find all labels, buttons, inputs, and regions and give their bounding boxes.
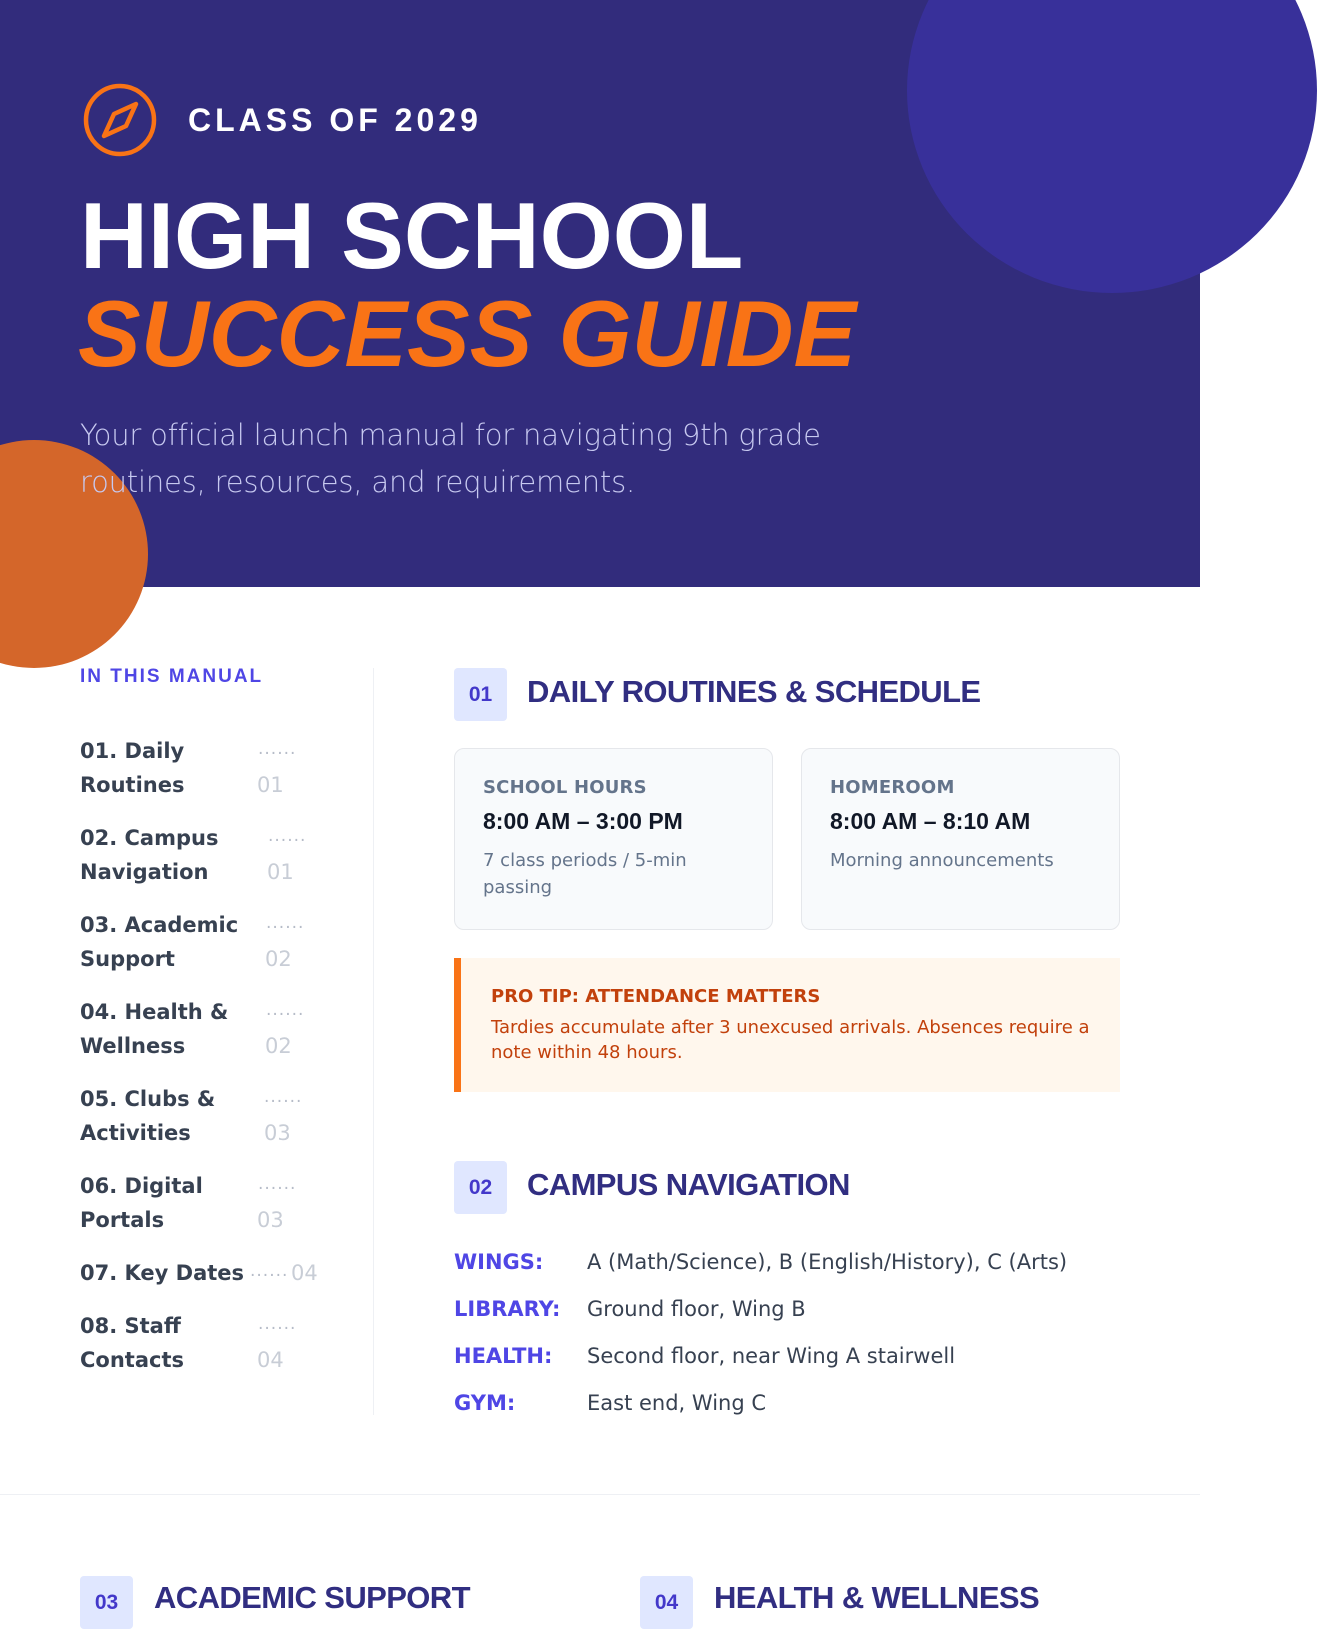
toc-item-page: 03 [257, 1208, 284, 1232]
toc-heading: IN THIS MANUAL [80, 666, 264, 687]
page-title: HIGH SCHOOL [80, 183, 744, 288]
list-item [454, 1332, 1067, 1379]
list-item [454, 1285, 1067, 1332]
toc-item-page: 02 [265, 1034, 292, 1058]
nav-value: Ground floor, Wing B [587, 1296, 806, 1321]
toc-item-label: 07. Key Dates [80, 1261, 245, 1285]
section-number-badge: 02 [454, 1161, 507, 1214]
list-item [454, 1379, 1067, 1426]
toc-item-dots: ...... [258, 1314, 297, 1334]
hero-banner [0, 0, 1200, 587]
toc-item-page: 04 [291, 1261, 318, 1285]
section-title-daily-routines: DAILY ROUTINES & SCHEDULE [527, 674, 981, 709]
nav-value: East end, Wing C [587, 1390, 767, 1415]
class-brand [82, 82, 482, 158]
card-value: 8:00 AM – 8:10 AM [830, 808, 1031, 834]
toc-list [80, 734, 370, 1396]
toc-item-page: 04 [257, 1348, 284, 1372]
section-title-health-wellness: HEALTH & WELLNESS [714, 1580, 1040, 1615]
card-note: 7 class periods / 5-min passing [483, 850, 687, 898]
nav-key: WINGS: [454, 1249, 544, 1274]
toc-item-health-wellness[interactable] [80, 995, 370, 1082]
toc-item-campus-navigation[interactable] [80, 821, 370, 908]
nav-key: HEALTH: [454, 1343, 553, 1368]
toc-item-dots: ...... [250, 1261, 289, 1281]
list-item [454, 1238, 1067, 1285]
toc-item-label: 08. Staff Contacts [80, 1314, 184, 1372]
page-divider [0, 1494, 1200, 1495]
pro-tip-callout [454, 958, 1120, 1092]
homeroom-card [801, 748, 1120, 930]
toc-item-label: 04. Health & Wellness [80, 1000, 229, 1058]
toc-item-dots: ...... [266, 913, 305, 933]
school-hours-card [454, 748, 773, 930]
toc-item-label: 06. Digital Portals [80, 1174, 203, 1232]
toc-divider [373, 668, 374, 1415]
toc-item-academic-support[interactable] [80, 908, 370, 995]
toc-item-dots: ...... [266, 1000, 305, 1020]
nav-value: Second floor, near Wing A stairwell [587, 1343, 956, 1368]
card-label: SCHOOL HOURS [483, 777, 647, 798]
nav-key: LIBRARY: [454, 1296, 561, 1321]
toc-item-dots: ...... [258, 739, 297, 759]
toc-item-digital-portals[interactable] [80, 1169, 370, 1256]
compass-icon [82, 82, 158, 158]
toc-item-clubs-activities[interactable] [80, 1082, 370, 1169]
tip-text: Tardies accumulate after 3 unexcused arrivals. Absences require a note within 48 hours. [491, 1017, 1090, 1063]
toc-item-label: 02. Campus Navigation [80, 826, 219, 884]
toc-item-label: 05. Clubs & Activities [80, 1087, 216, 1145]
card-label: HOMEROOM [830, 777, 955, 798]
toc-item-staff-contacts[interactable] [80, 1309, 370, 1396]
card-note: Morning announcements [830, 850, 1054, 871]
toc-item-key-dates[interactable] [80, 1256, 370, 1309]
section-number-badge: 03 [80, 1576, 133, 1629]
card-value: 8:00 AM – 3:00 PM [483, 808, 683, 834]
tip-title: PRO TIP: ATTENDANCE MATTERS [491, 986, 821, 1007]
nav-value: A (Math/Science), B (English/History), C (Arts) [587, 1249, 1068, 1274]
toc-item-label: 03. Academic Support [80, 913, 239, 971]
class-label: CLASS OF 2029 [188, 101, 482, 138]
toc-item-page: 02 [265, 947, 292, 971]
section-number-badge: 04 [640, 1576, 693, 1629]
section-number-badge: 01 [454, 668, 507, 721]
toc-item-dots: ...... [264, 1087, 303, 1107]
toc-item-page: 01 [257, 773, 284, 797]
toc-item-page: 03 [264, 1121, 291, 1145]
page-title-accent: SUCCESS GUIDE [78, 281, 857, 386]
section-title-academic-support: ACADEMIC SUPPORT [154, 1580, 470, 1615]
section-title-campus-navigation: CAMPUS NAVIGATION [527, 1167, 850, 1202]
decorative-circle [907, 0, 1317, 293]
toc-item-label: 01. Daily Routines [80, 739, 185, 797]
page-subtitle: Your official launch manual for navigating 9th grade routines, resources, and requirements. [80, 418, 821, 499]
toc-item-dots: ...... [268, 826, 307, 846]
nav-key: GYM: [454, 1390, 516, 1415]
campus-navigation-list [454, 1238, 1067, 1426]
toc-item-daily-routines[interactable] [80, 734, 370, 821]
toc-item-dots: ...... [258, 1174, 297, 1194]
toc-item-page: 01 [267, 860, 294, 884]
